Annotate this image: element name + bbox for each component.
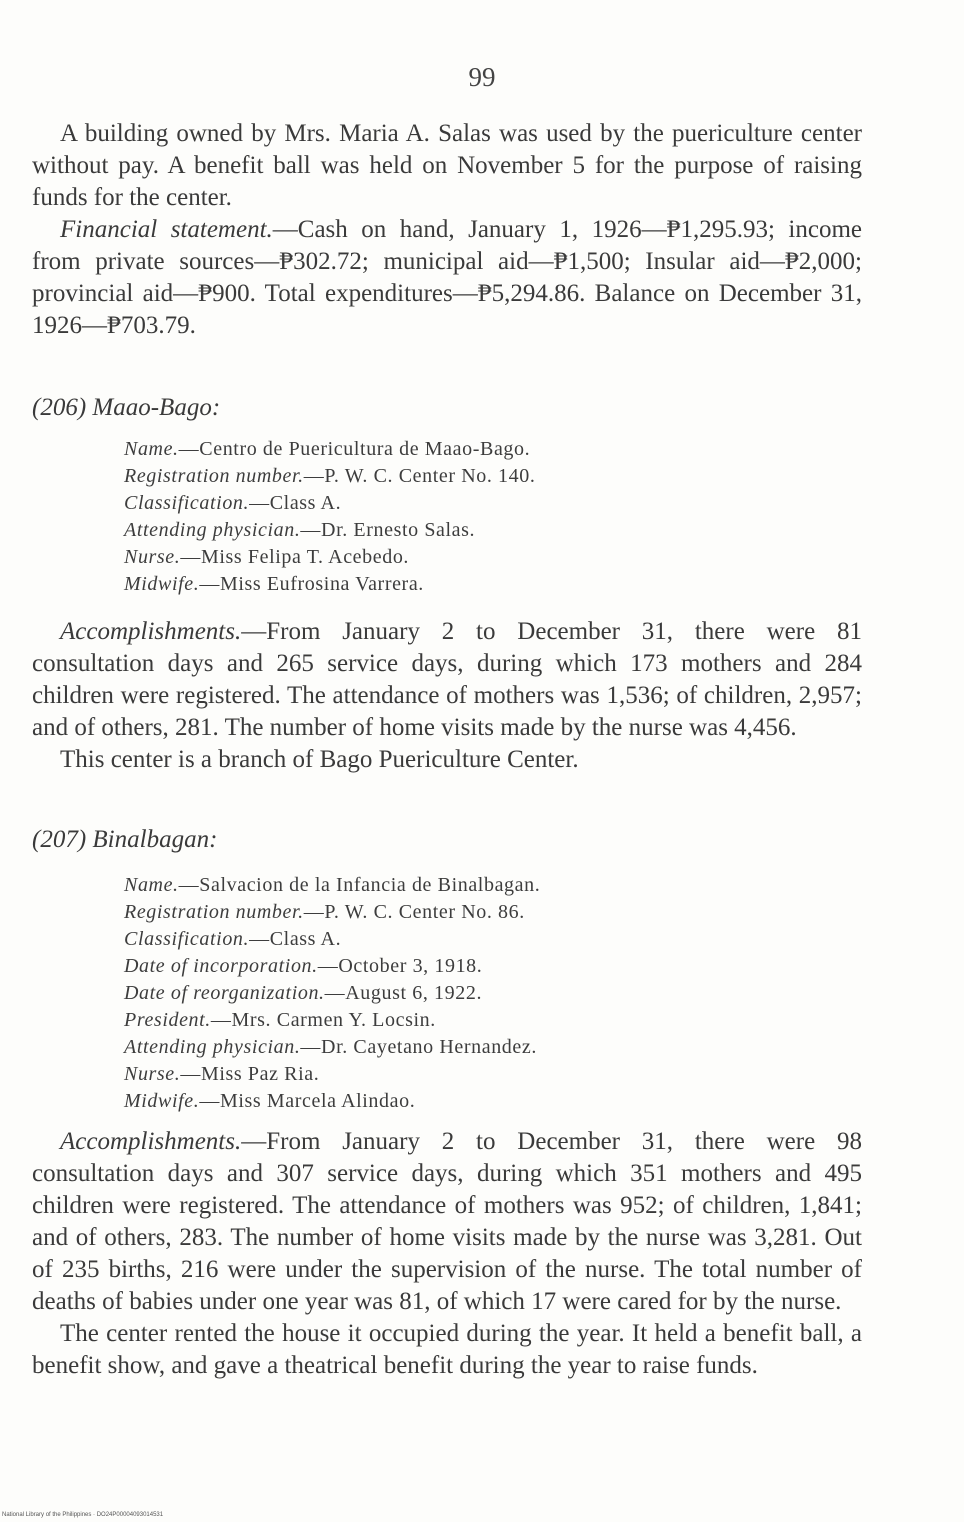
- center-207-details: [32, 872, 862, 1115]
- accomplishments-paragraph: Accomplishments.—From January 2 to December 31, there were 98 consultation days and 307 service days, during which 351 mothers and 495 children were registered. The attendance of mothers was 952; of children, 1,841; and of others, 283. The number of home visits made by the nurse was 3,281. Out of 235 births, 216 were under the supervision of the nurse. The total number of deaths of babies under one year was 81, of which 17 were cared for by the nurse.: [32, 1128, 862, 1315]
- accomplishments-label: Accomplishments.: [60, 618, 242, 645]
- detail-row-reorganization: Date of reorganization.—August 6, 1922.: [124, 982, 483, 1004]
- center-206-accomplishments: [32, 616, 862, 776]
- center-206-heading: [32, 392, 862, 424]
- detail-row-nurse: Nurse.—Miss Felipa T. Acebedo.: [124, 546, 410, 568]
- detail-row-president: President.—Mrs. Carmen Y. Locsin.: [124, 1009, 436, 1031]
- accomplishments-paragraph: Accomplishments.—From January 2 to December 31, there were 81 consultation days and 265 service days, during which 173 mothers and 284 children were registered. The attendance of mothers was 1,536; of children, 2,957; and of others, 281. The number of home visits made by the nurse was 4,456.: [32, 618, 862, 741]
- detail-row-midwife: Midwife.—Miss Marcela Alindao.: [124, 1090, 416, 1112]
- center-207-name: Binalbagan:: [92, 826, 218, 853]
- center-207-section: [32, 824, 862, 856]
- financial-statement-paragraph: [32, 214, 862, 342]
- center-206-number: (206): [32, 394, 87, 421]
- branch-note: This center is a branch of Bago Puericulture Center.: [60, 746, 579, 773]
- financial-statement-label: Financial statement.: [60, 216, 273, 243]
- center-206-details: [32, 436, 862, 598]
- detail-row-midwife: Midwife.—Miss Eufrosina Varrera.: [124, 573, 424, 595]
- detail-row-physician: Attending physician.—Dr. Cayetano Hernandez.: [124, 1036, 537, 1058]
- intro-paragraph: A building owned by Mrs. Maria A. Salas was used by the puericulture center without pay. A benefit ball was held on November 5 for the purpose of raising funds for the center.: [32, 120, 862, 211]
- page-number: 99: [468, 62, 496, 92]
- center-207-heading: [32, 824, 862, 856]
- accomplishments-label: Accomplishments.: [60, 1128, 242, 1155]
- detail-row-registration: Registration number.—P. W. C. Center No. 140.: [124, 465, 536, 487]
- detail-row-registration: Registration number.—P. W. C. Center No. 86.: [124, 901, 525, 923]
- center-207-number: (207): [32, 826, 87, 853]
- center-206-name: Maao-Bago:: [92, 394, 221, 421]
- detail-row-classification: Classification.—Class A.: [124, 928, 342, 950]
- detail-row-incorporation: Date of incorporation.—October 3, 1918.: [124, 955, 483, 977]
- closing-paragraph: The center rented the house it occupied during the year. It held a benefit ball, a benefit show, and gave a theatrical benefit during the year to raise funds.: [32, 1320, 862, 1379]
- center-206-section: [32, 392, 862, 424]
- detail-row-physician: Attending physician.—Dr. Ernesto Salas.: [124, 519, 476, 541]
- detail-row-nurse: Nurse.—Miss Paz Ria.: [124, 1063, 320, 1085]
- financial-statement-text: —Cash on hand, January 1, 1926—₱1,295.93; income from private sources—₱302.72; municipal aid—₱1,500; Insular aid—₱2,000; provincial aid—₱900. Total expenditures—₱5,294.86. Balance on December 31, 1926—₱703.79.: [32, 216, 862, 339]
- detail-row-classification: Classification.—Class A.: [124, 492, 342, 514]
- intro-section: [32, 118, 862, 342]
- library-footer: National Library of the Philippines · DO24P00004093014531: [2, 1512, 164, 1518]
- center-207-accomplishments: [32, 1126, 862, 1382]
- detail-row-name: Name.—Centro de Puericultura de Maao-Bago.: [124, 438, 531, 460]
- detail-row-name: Name.—Salvacion de la Infancia de Binalbagan.: [124, 874, 541, 896]
